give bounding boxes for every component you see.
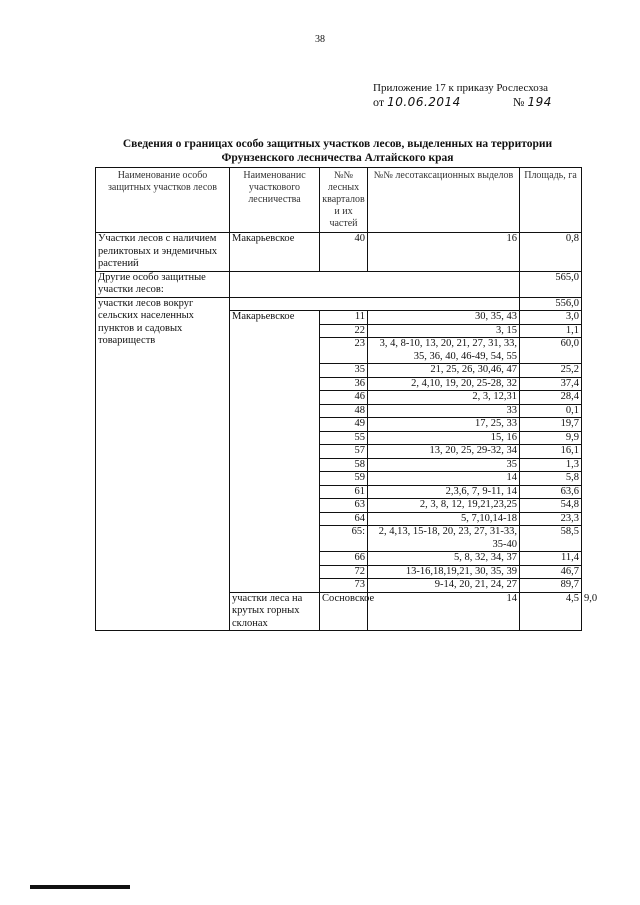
table-header-row [96, 168, 582, 233]
table-row [96, 271, 582, 297]
cell-quarter: 35 [320, 364, 368, 378]
cell-sections: 21, 25, 26, 30,46, 47 [368, 364, 520, 378]
cell-sections: 5, 8, 32, 34, 37 [368, 552, 520, 566]
cell-sections: 15, 16 [368, 431, 520, 445]
document-title [85, 137, 590, 165]
cell-quarter: 66 [320, 552, 368, 566]
cell-quarter: 57 [320, 445, 368, 459]
order-number: 194 [527, 95, 552, 109]
cell-quarter: 65: [320, 526, 368, 552]
cell-area: 58,5 [520, 526, 582, 552]
cell-area: 3,0 [520, 311, 582, 325]
table-row [96, 233, 582, 272]
cell-quarter: 64 [320, 512, 368, 526]
cell-quarter: 23 [320, 338, 368, 364]
cell-quarter: 14 [368, 592, 520, 631]
cell-area: 37,4 [520, 377, 582, 391]
order-line [373, 95, 583, 110]
forest-areas-table [95, 167, 598, 631]
cell-area: 60,0 [520, 338, 582, 364]
header-quarters: №№ лесных кварталов и их частей [320, 168, 368, 233]
order-number-block [513, 95, 552, 110]
cell-quarter: 11 [320, 311, 368, 325]
cell-sections: 13-16,18,19,21, 30, 35, 39 [368, 565, 520, 579]
cell-area: 0,1 [520, 404, 582, 418]
cell-sections: 2,3,6, 7, 9-11, 14 [368, 485, 520, 499]
cell-area: 1,1 [520, 324, 582, 338]
cell-area: 0,8 [520, 233, 582, 272]
title-line-2: Фрунзенского лесничества Алтайского края [221, 152, 454, 164]
order-from-label: от [373, 95, 385, 109]
cell-sections: 14 [368, 472, 520, 486]
cell-name: участки леса на крутых горных склонах [230, 592, 320, 631]
cell-sections: 2, 4,10, 19, 20, 25-28, 32 [368, 377, 520, 391]
cell-sections: 4,5 [520, 592, 582, 631]
cell-forestry: Макарьевское [230, 233, 320, 272]
cell-area: 23,3 [520, 512, 582, 526]
appendix-label: Приложение 17 к приказу Рослесхоза [373, 82, 549, 94]
cell-name: участки лесов вокруг сельских населенных пунктов и садовых товариществ [96, 297, 230, 631]
cell-area: 9,9 [520, 431, 582, 445]
header-area: Площадь, га [520, 168, 582, 233]
cell-sections: 2, 4,13, 15-18, 20, 23, 27, 31-33, 35-40 [368, 526, 520, 552]
cell-area: 46,7 [520, 565, 582, 579]
table-row [96, 297, 582, 311]
cell-sections: 2, 3, 8, 12, 19,21,23,25 [368, 499, 520, 513]
cell-quarter: 22 [320, 324, 368, 338]
cell-quarter: 48 [320, 404, 368, 418]
cell-sections: 3, 15 [368, 324, 520, 338]
cell-area: 5,8 [520, 472, 582, 486]
cell-quarter: 49 [320, 418, 368, 432]
cell-area: 28,4 [520, 391, 582, 405]
order-date: 10.06.2014 [387, 95, 461, 109]
cell-quarter: 40 [320, 233, 368, 272]
cell-area: 63,6 [520, 485, 582, 499]
cell-sections: 35 [368, 458, 520, 472]
page-number: 38 [315, 34, 325, 45]
cell-area: 16,1 [520, 445, 582, 459]
title-line-1: Сведения о границах особо защитных участков лесов, выделенных на территории [122, 138, 553, 150]
cell-quarter: 59 [320, 472, 368, 486]
cell-sections: 33 [368, 404, 520, 418]
cell-area: 54,8 [520, 499, 582, 513]
cell-area: 11,4 [520, 552, 582, 566]
cell-empty [230, 297, 520, 311]
cell-area: 556,0 [520, 297, 582, 311]
order-no-label: № [513, 95, 525, 109]
table-row: участки леса на крутых горных склонах Сосновское 14 4,5 9,0 [96, 592, 582, 631]
cell-sections: 3, 4, 8-10, 13, 20, 21, 27, 31, 33, 35, 36, 40, 46-49, 54, 55 [368, 338, 520, 364]
cell-quarter: 36 [320, 377, 368, 391]
cell-sections: 9-14, 20, 21, 24, 27 [368, 579, 520, 593]
cell-sections: 5, 7,10,14-18 [368, 512, 520, 526]
cell-name: Другие особо защитные участки лесов: [96, 271, 230, 297]
cell-sections: 2, 3, 12,31 [368, 391, 520, 405]
cell-area: 19,7 [520, 418, 582, 432]
cell-name: Участки лесов с наличием реликтовых и эндемичных растений [96, 233, 230, 272]
header-name: Наименование особо защитных участков лесов [96, 168, 230, 233]
cell-quarter: 73 [320, 579, 368, 593]
cell-area: 565,0 [520, 271, 582, 297]
cell-area: 89,7 [520, 579, 582, 593]
cell-sections: 17, 25, 33 [368, 418, 520, 432]
cell-sections: 13, 20, 25, 29-32, 34 [368, 445, 520, 459]
cell-empty [230, 271, 520, 297]
cell-quarter: 46 [320, 391, 368, 405]
cell-area: 1,3 [520, 458, 582, 472]
cell-forestry: Сосновское [320, 592, 368, 631]
cell-quarter: 55 [320, 431, 368, 445]
cell-quarter: 72 [320, 565, 368, 579]
header-sections: №№ лесотаксационных выделов [368, 168, 520, 233]
bottom-bar [30, 885, 130, 889]
header-forestry: Наименованис участкового лесничества [230, 168, 320, 233]
cell-sections: 30, 35, 43 [368, 311, 520, 325]
cell-area: 25,2 [520, 364, 582, 378]
cell-sections: 16 [368, 233, 520, 272]
cell-quarter: 61 [320, 485, 368, 499]
cell-forestry: Макарьевское [230, 311, 320, 593]
cell-quarter: 63 [320, 499, 368, 513]
cell-quarter: 58 [320, 458, 368, 472]
